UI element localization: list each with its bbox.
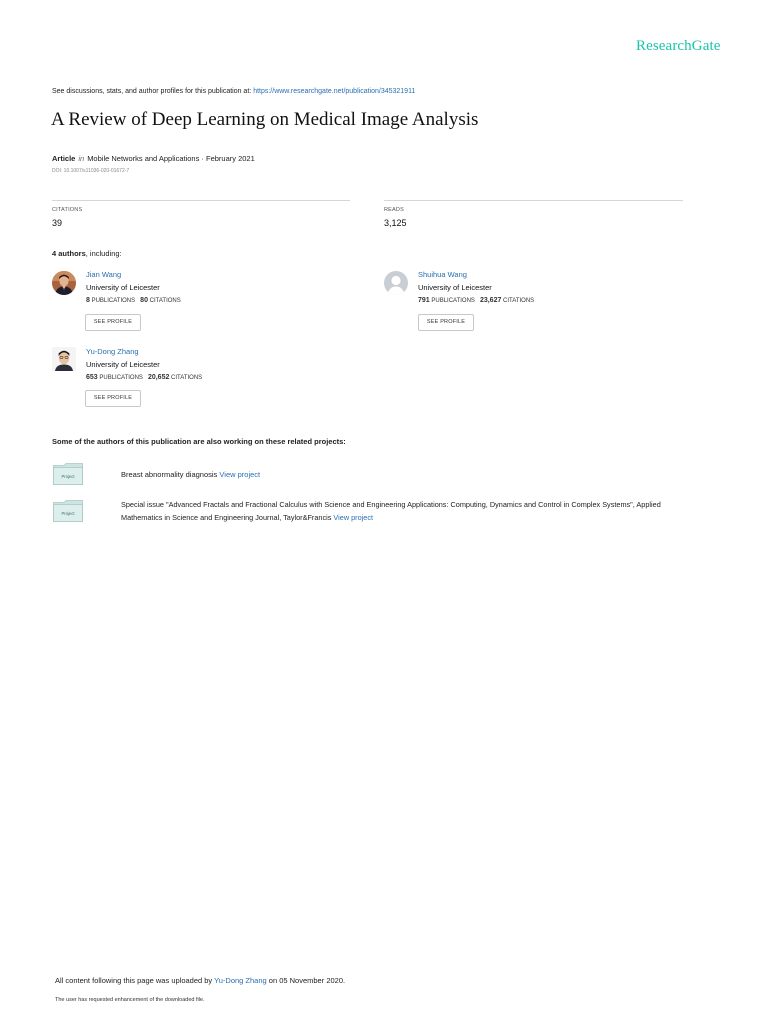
citations-label-small: CITATIONS <box>503 298 535 304</box>
citations-label-small: CITATIONS <box>171 375 203 381</box>
author-stats <box>418 297 534 304</box>
authors-count: 4 authors <box>52 249 86 258</box>
project-item <box>121 468 260 481</box>
project-item <box>121 498 721 524</box>
author-affiliation: University of Leicester <box>86 360 160 369</box>
upload-footer <box>55 976 345 985</box>
discussion-line <box>52 88 415 95</box>
see-profile-button[interactable]: SEE PROFILE <box>85 390 141 407</box>
avatar[interactable] <box>384 271 408 295</box>
related-projects-heading: Some of the authors of this publication are also working on these related projects: <box>52 437 346 446</box>
uploader-link[interactable]: Yu-Dong Zhang <box>214 976 267 985</box>
citations-value: 39 <box>52 218 63 228</box>
author-name-link[interactable]: Shuihua Wang <box>418 270 467 279</box>
publications-label: PUBLICATIONS <box>99 375 143 381</box>
svg-text:Project: Project <box>61 473 75 479</box>
citations-count: 20,652 <box>147 374 170 381</box>
upload-suffix: on 05 November 2020. <box>268 976 346 985</box>
view-project-link[interactable]: View project <box>219 470 261 479</box>
publications-label: PUBLICATIONS <box>91 298 136 304</box>
citations-count: 80 <box>140 297 148 304</box>
researchgate-logo[interactable]: ResearchGate <box>636 38 721 54</box>
author-affiliation: University of Leicester <box>86 283 160 292</box>
citations-label-small: CITATIONS <box>149 298 181 304</box>
citations-divider <box>52 200 350 201</box>
publications-label: PUBLICATIONS <box>431 298 475 304</box>
see-profile-button[interactable]: SEE PROFILE <box>418 314 474 331</box>
in-word: in <box>78 154 85 163</box>
authors-suffix: , including: <box>85 249 122 258</box>
discussion-prefix: See discussions, stats, and author profiles for this publication at: <box>52 88 252 95</box>
reads-value: 3,125 <box>384 218 407 228</box>
publications-count: 653 <box>86 374 98 381</box>
upload-prefix: All content following this page was uploaded by <box>55 976 213 985</box>
author-affiliation: University of Leicester <box>418 283 492 292</box>
publications-count: 8 <box>86 297 90 304</box>
authors-heading <box>52 249 122 258</box>
citations-count: 23,627 <box>479 297 502 304</box>
author-stats <box>86 297 181 304</box>
see-profile-button[interactable]: SEE PROFILE <box>85 314 141 331</box>
svg-text:Project: Project <box>61 510 75 516</box>
author-stats <box>86 374 202 381</box>
project-title-line1: Special issue "Advanced Fractals and Fractional Calculus with Science and Engineering Applications: Computing, Dynamics and Control in Complex Systems", Applied <box>121 500 661 509</box>
enhancement-note: The user has requested enhancement of the downloaded file. <box>55 997 205 1003</box>
publication-venue: Mobile Networks and Applications · February 2021 <box>87 154 255 163</box>
default-avatar-icon <box>384 271 408 295</box>
author-name-link[interactable]: Jian Wang <box>86 270 122 279</box>
author-photo-icon <box>52 271 76 295</box>
avatar[interactable] <box>52 271 76 295</box>
project-title: Breast abnormality diagnosis <box>121 470 218 479</box>
publication-meta <box>52 154 255 163</box>
author-name-link[interactable]: Yu-Dong Zhang <box>86 347 139 356</box>
project-title-line2: Mathematics in Science and Engineering Journal, Taylor&Francis <box>121 513 332 522</box>
view-project-link[interactable]: View project <box>333 513 374 522</box>
reads-divider <box>384 200 683 201</box>
project-folder-icon <box>53 500 83 522</box>
publication-url-link[interactable]: https://www.researchgate.net/publication/345321911 <box>253 88 416 95</box>
reads-label: READS <box>384 207 404 213</box>
project-folder-icon <box>53 463 83 485</box>
author-photo-icon <box>52 347 76 371</box>
publications-count: 791 <box>418 297 430 304</box>
avatar[interactable] <box>52 347 76 371</box>
publication-title: A Review of Deep Learning on Medical Image Analysis <box>51 109 479 130</box>
publication-doi: DOI: 10.1007/s11036-020-01672-7 <box>52 168 130 174</box>
citations-label: CITATIONS <box>52 207 83 213</box>
publication-type: Article <box>52 154 76 163</box>
project-title-line2-row <box>121 511 721 524</box>
